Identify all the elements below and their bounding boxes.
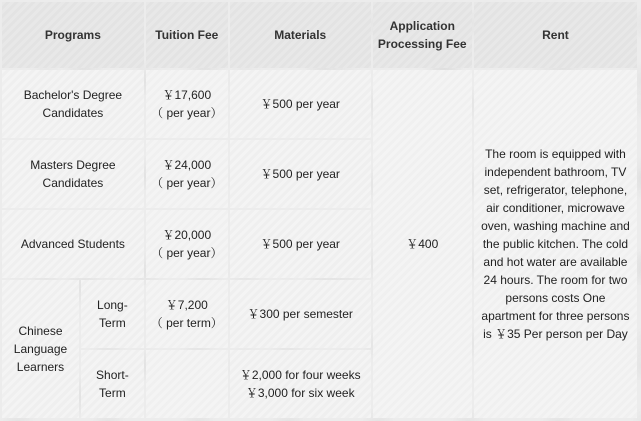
- header-application-fee: Application Processing Fee: [373, 2, 472, 68]
- materials-short-term: [230, 350, 371, 418]
- header-tuition-fee: Tuition Fee: [146, 2, 228, 68]
- tuition-long-term-amount: ￥7,200: [165, 298, 208, 312]
- tuition-advanced-amount: ￥20,000: [162, 228, 212, 242]
- tuition-bachelor-amount: ￥17,600: [162, 88, 212, 102]
- program-bachelor: Bachelor's Degree Candidates: [2, 70, 144, 138]
- tuition-advanced: [146, 210, 228, 278]
- tuition-masters: [146, 140, 228, 208]
- program-masters: Masters Degree Candidates: [2, 140, 144, 208]
- tuition-bachelor: [146, 70, 228, 138]
- tuition-long-term: [146, 280, 228, 348]
- application-fee: ￥400: [373, 70, 472, 418]
- materials-short-term-four-weeks: ￥2,000 for four weeks: [239, 368, 361, 382]
- program-advanced: Advanced Students: [2, 210, 144, 278]
- header-rent: Rent: [474, 2, 637, 68]
- rent-description: The room is equipped with independent bathroom, TV set, refrigerator, telephone, air conditioner, microwave oven, washing machine and the public kitchen. The cold and hot water are available 24 hours. The room for two persons costs One apartment for three persons is ￥35 Per person per Day: [474, 70, 637, 418]
- materials-advanced: ￥500 per year: [230, 210, 371, 278]
- program-chinese: Chinese Language Learners: [2, 280, 79, 418]
- header-programs: Programs: [2, 2, 144, 68]
- tuition-masters-period: （ per year）: [151, 176, 223, 190]
- tuition-bachelor-period: （ per year）: [151, 106, 223, 120]
- materials-long-term: ￥300 per semester: [230, 280, 371, 348]
- tuition-long-term-period: （ per term）: [150, 316, 223, 330]
- tuition-masters-amount: ￥24,000: [162, 158, 212, 172]
- materials-short-term-six-week: ￥3,000 for six week: [245, 386, 355, 400]
- program-short-term: Short-Term: [81, 350, 144, 418]
- table-row-bachelor: [2, 70, 637, 138]
- header-row: [2, 2, 637, 68]
- tuition-short-term: [146, 350, 228, 418]
- program-long-term: Long-Term: [81, 280, 144, 348]
- materials-masters: ￥500 per year: [230, 140, 371, 208]
- materials-bachelor: ￥500 per year: [230, 70, 371, 138]
- header-materials: Materials: [230, 2, 371, 68]
- tuition-advanced-period: （ per year）: [151, 246, 223, 260]
